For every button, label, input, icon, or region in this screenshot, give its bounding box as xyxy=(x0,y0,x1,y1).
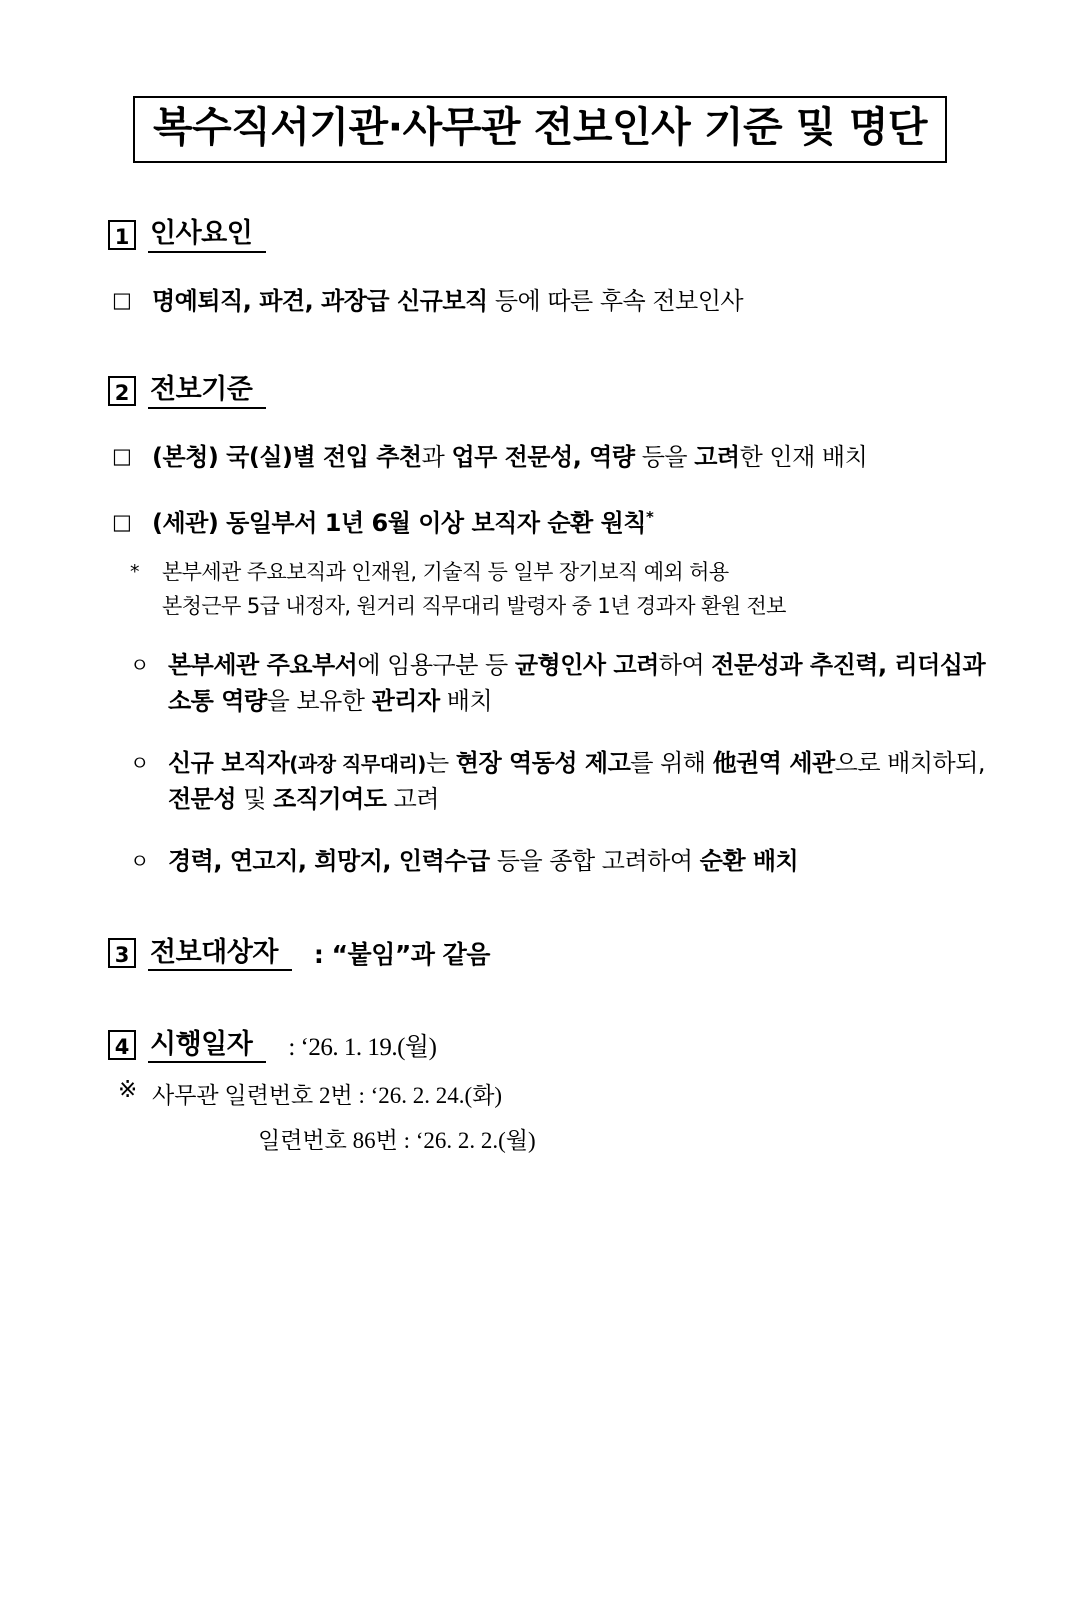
footnote-dates xyxy=(118,1077,1010,1110)
section-3-title: 전보대상자 xyxy=(148,938,292,972)
sub-list-item-text xyxy=(168,745,1008,817)
square-bullet-icon xyxy=(108,505,152,540)
section-2-number: 2 xyxy=(108,376,136,406)
section-1-heading xyxy=(108,219,1010,253)
sub-list-item-text xyxy=(168,843,798,879)
text-bold: 전문성과 추진력, 리더십과 소통 역량 xyxy=(168,651,986,716)
text-bold: 신규 보직자 xyxy=(168,749,290,778)
section-3-number: 3 xyxy=(108,938,136,968)
section-2-title: 전보기준 xyxy=(148,375,266,409)
footnote-line-1: 본부세관 주요보직과 인재원, 기술직 등 일부 장기보직 예외 허용 xyxy=(162,559,729,584)
footnote-date-line-1: 사무관 일련번호 2번 : ‘26. 2. 24.(화) xyxy=(152,1083,503,1109)
list-item-text xyxy=(152,505,653,541)
section-3-heading xyxy=(108,935,1010,971)
text-normal: 및 xyxy=(236,785,274,814)
sub-list-item xyxy=(130,647,1010,719)
text-bold: (본청) 국(실)별 전입 추천 xyxy=(152,442,422,471)
section-4-heading xyxy=(108,1027,1010,1063)
section-4-title: 시행일자 xyxy=(148,1030,266,1064)
list-item-text xyxy=(152,283,743,319)
section-1-title: 인사요인 xyxy=(148,219,266,253)
reference-mark-icon: ※ xyxy=(118,1077,138,1104)
square-bullet-icon xyxy=(108,283,152,318)
text-normal: 를 위해 xyxy=(630,749,713,778)
asterisk-icon: * xyxy=(130,560,140,583)
text-bold: 명예퇴직, 파견, 과장급 신규보직 xyxy=(152,286,488,315)
section-2 xyxy=(108,375,1010,880)
list-item xyxy=(108,439,1010,475)
text-normal: 는 xyxy=(425,749,456,778)
text-bold: 업무 전문성, 역량 xyxy=(451,442,635,471)
footnote-line-2: 본청근무 5급 내정자, 원거리 직무대리 발령자 중 1년 경과자 환원 전보 xyxy=(162,593,786,618)
text-bold-small: (과장 직무대리) xyxy=(289,752,426,777)
footnote-date-line-2: 일련번호 86번 : ‘26. 2. 2.(월) xyxy=(258,1128,536,1154)
text-bold: 균형인사 고려 xyxy=(514,651,659,680)
text-normal: 하여 xyxy=(658,651,712,680)
text-normal: 배치 xyxy=(439,687,493,716)
section-4-suffix: : ‘26. 1. 19.(월) xyxy=(288,1034,437,1062)
text-bold: 본부세관 주요부서 xyxy=(168,651,358,680)
text-normal: 에 임용구분 등 xyxy=(357,651,515,680)
sub-list-item xyxy=(130,843,1010,879)
text-normal: 등을 xyxy=(634,442,695,471)
section-1 xyxy=(108,219,1010,319)
circle-bullet-icon: ㅇ xyxy=(130,653,150,678)
section-2-heading xyxy=(108,375,1010,409)
text-bold: 관리자 xyxy=(371,687,440,716)
text-bold: (세관) 동일부서 1년 6월 이상 보직자 순환 원칙 xyxy=(152,508,646,537)
section-4-number: 4 xyxy=(108,1030,136,1060)
text-normal: 등에 따른 후속 전보인사 xyxy=(487,286,744,315)
text-bold: 조직기여도 xyxy=(273,785,387,814)
list-item xyxy=(108,505,1010,541)
section-4 xyxy=(108,1027,1010,1155)
text-bold: 他권역 세관 xyxy=(712,749,835,778)
title-container xyxy=(0,96,1080,163)
footnote-text xyxy=(162,557,786,622)
list-item-text xyxy=(152,439,867,475)
page-title: 복수직서기관·사무관 전보인사 기준 및 명단 xyxy=(133,96,947,163)
section-1-number: 1 xyxy=(108,220,136,250)
text-bold: 순환 배치 xyxy=(699,847,799,876)
text-normal: 고려 xyxy=(386,785,439,814)
sub-list-item-text xyxy=(168,647,1008,719)
text-normal: 으로 배치하되, xyxy=(834,749,986,778)
text-normal: 을 보유한 xyxy=(266,687,372,716)
text-normal: 등을 종합 고려하여 xyxy=(489,847,700,876)
text-normal: 한 인재 배치 xyxy=(739,442,868,471)
text-normal: 과 xyxy=(421,442,452,471)
text-bold: 전문성 xyxy=(168,785,237,814)
list-item xyxy=(108,283,1010,319)
text-bold: 현장 역동성 제고 xyxy=(455,749,631,778)
section-3-suffix: : “붙임”과 같음 xyxy=(313,940,490,970)
text-bold: 경력, 연고지, 희망지, 인력수급 xyxy=(168,847,490,876)
circle-bullet-icon: ㅇ xyxy=(130,849,150,874)
section-3 xyxy=(108,935,1010,971)
sub-list-item xyxy=(130,745,1010,817)
footnote-block xyxy=(130,557,1010,622)
document-page xyxy=(0,96,1080,1622)
square-bullet-icon xyxy=(108,439,152,474)
circle-bullet-icon: ㅇ xyxy=(130,751,150,776)
footnote-marker: * xyxy=(645,507,654,526)
text-bold: 고려 xyxy=(694,442,740,471)
